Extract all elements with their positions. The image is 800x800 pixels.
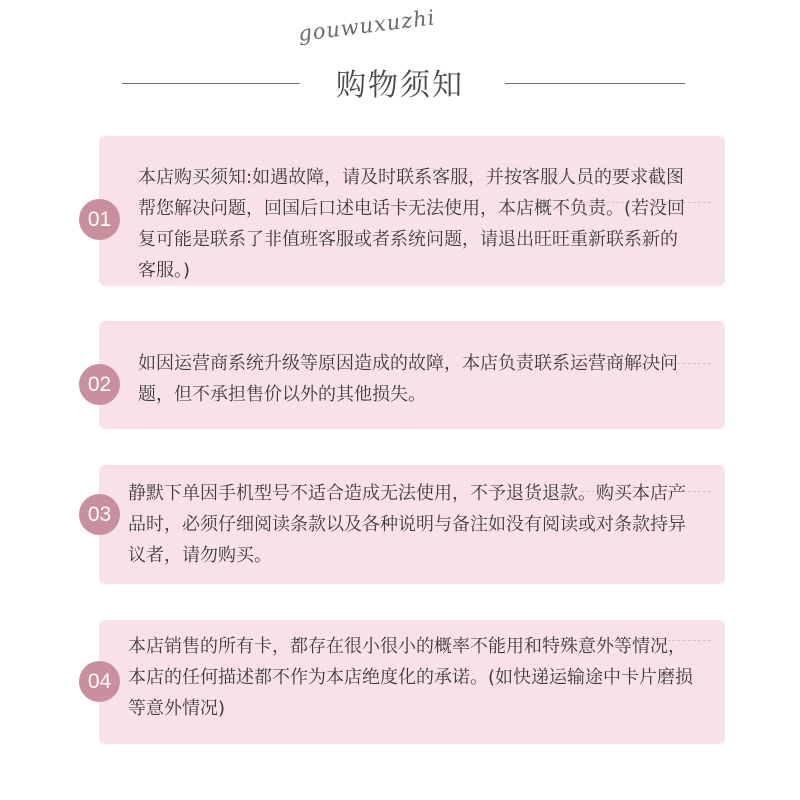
number-badge-1: 01 xyxy=(79,199,120,240)
notice-text-1: 本店购买须知:如遇故障，请及时联系客服，并按客服人员的要求截图帮您解决问题，回国后口述电话卡无法使用，本店概不负责。(若没回复可能是联系了非值班客服或者系统问题，请退出旺旺重新联系新的客服。) xyxy=(138,167,686,281)
number-badge-3: 03 xyxy=(79,494,120,535)
number-badge-4: 04 xyxy=(79,661,120,702)
notice-text-4: 本店销售的所有卡，都存在很小很小的概率不能用和特殊意外等情况，本店的任何描述都不作为本店绝度化的承诺。(如快递运输途中卡片磨损等意外情况) xyxy=(128,636,694,719)
header xyxy=(0,0,800,120)
page-title: 购物须知 xyxy=(336,68,464,103)
divider-right xyxy=(505,83,685,84)
notice-text-3: 静默下单因手机型号不适合造成无法使用，不予退货退款。购买本店产品时，必须仔细阅读条款以及各种说明与备注如没有阅读或对条款持异议者，请勿购买。 xyxy=(128,483,686,566)
notice-text-2: 如因运营商系统升级等原因造成的故障，本店负责联系运营商解决问题，但不承担售价以外的其他损失。 xyxy=(138,353,678,405)
number-badge-2: 02 xyxy=(79,364,120,405)
script-decoration: gouwuxuzhi xyxy=(296,5,437,47)
